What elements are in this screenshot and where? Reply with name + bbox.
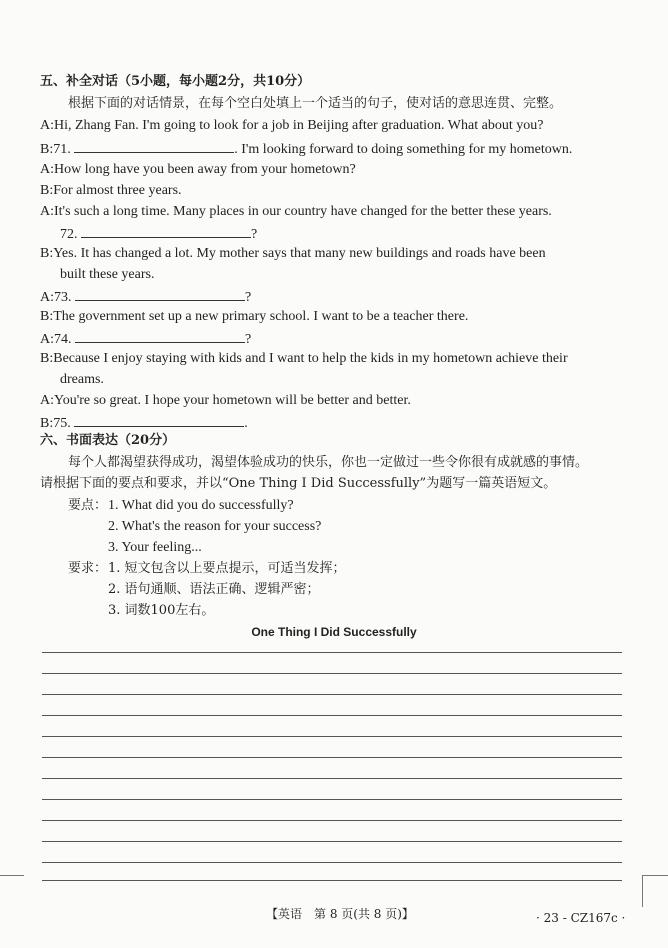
writing-line xyxy=(42,820,622,821)
answer-blank-72[interactable] xyxy=(81,225,251,238)
writing-line xyxy=(42,757,622,758)
dialog-text: ? xyxy=(245,332,252,347)
requirement-item: 2. 语句通顺、语法正确、逻辑严密； xyxy=(108,582,320,597)
margin-rule xyxy=(642,875,643,907)
question-number: B:75. xyxy=(40,416,71,431)
question-number: A:74. xyxy=(40,332,72,347)
requirement-item: 1. 短文包含以上要点提示，可适当发挥； xyxy=(108,561,346,576)
dialog-text: . I'm looking forward to doing something for my hometown. xyxy=(234,142,573,157)
paper-code: · 23 - CZ167c · xyxy=(536,911,626,925)
section5-heading: 五、补全对话（5小题，每小题2分，共10分） xyxy=(40,74,311,89)
dialog-line: A:Hi, Zhang Fan. I'm going to look for a job in Beijing after graduation. What about you? xyxy=(40,118,544,133)
point-item: 3. Your feeling... xyxy=(108,540,202,555)
writing-line xyxy=(42,673,622,674)
dialog-line-72 xyxy=(60,225,257,243)
dialog-text: . xyxy=(244,416,248,431)
writing-line xyxy=(42,862,622,863)
writing-line xyxy=(42,736,622,737)
writing-line xyxy=(42,652,622,653)
answer-blank-71[interactable] xyxy=(74,140,234,153)
dialog-line: dreams. xyxy=(60,372,104,387)
section6-heading: 六、书面表达（20分） xyxy=(40,433,176,448)
question-number: B:71. xyxy=(40,142,71,157)
requirement-item: 3. 词数100左右。 xyxy=(108,603,215,618)
dialog-line: A:It's such a long time. Many places in our country have changed for the better these years. xyxy=(40,204,552,219)
margin-rule xyxy=(642,875,668,876)
point-item: 1. What did you do successfully? xyxy=(108,498,294,513)
margin-rule xyxy=(0,875,24,876)
points-label: 要点： xyxy=(68,498,108,513)
answer-blank-74[interactable] xyxy=(75,330,245,343)
dialog-text: ? xyxy=(251,227,258,242)
dialog-line-75 xyxy=(40,414,248,432)
dialog-text: ? xyxy=(245,290,252,305)
dialog-line-71 xyxy=(40,140,572,158)
writing-line xyxy=(42,880,622,881)
essay-title: One Thing I Did Successfully xyxy=(251,625,417,639)
dialog-line: A:You're so great. I hope your hometown will be better and better. xyxy=(40,393,411,408)
writing-line xyxy=(42,799,622,800)
question-number: A:73. xyxy=(40,290,72,305)
question-number: 72. xyxy=(60,227,78,242)
writing-line xyxy=(42,841,622,842)
writing-line xyxy=(42,778,622,779)
dialog-line: B:Because I enjoy staying with kids and I want to help the kids in my hometown achieve their xyxy=(40,351,568,366)
section6-paragraph: 每个人都渴望获得成功，渴望体验成功的快乐，你也一定做过一些令你很有成就感的事情。 xyxy=(68,455,589,470)
writing-line xyxy=(42,715,622,716)
requirements-label: 要求： xyxy=(68,561,108,576)
answer-blank-75[interactable] xyxy=(74,414,244,427)
point-item: 2. What's the reason for your success? xyxy=(108,519,322,534)
dialog-line: B:Yes. It has changed a lot. My mother says that many new buildings and roads have been xyxy=(40,246,546,261)
dialog-line: built these years. xyxy=(60,267,155,282)
dialog-line: B:The government set up a new primary school. I want to be a teacher there. xyxy=(40,309,469,324)
dialog-line: A:How long have you been away from your hometown? xyxy=(40,162,356,177)
dialog-line: B:For almost three years. xyxy=(40,183,182,198)
dialog-line-74 xyxy=(40,330,251,348)
section6-paragraph: 请根据下面的要点和要求，并以“One Thing I Did Successfully”为题写一篇英语短文。 xyxy=(40,476,557,491)
answer-blank-73[interactable] xyxy=(75,288,245,301)
dialog-line-73 xyxy=(40,288,251,306)
writing-line xyxy=(42,694,622,695)
section5-instruction: 根据下面的对话情景，在每个空白处填上一个适当的句子，使对话的意思连贯、完整。 xyxy=(68,96,563,111)
page-number: 【英语 第 8 页(共 8 页)】 xyxy=(266,907,414,921)
